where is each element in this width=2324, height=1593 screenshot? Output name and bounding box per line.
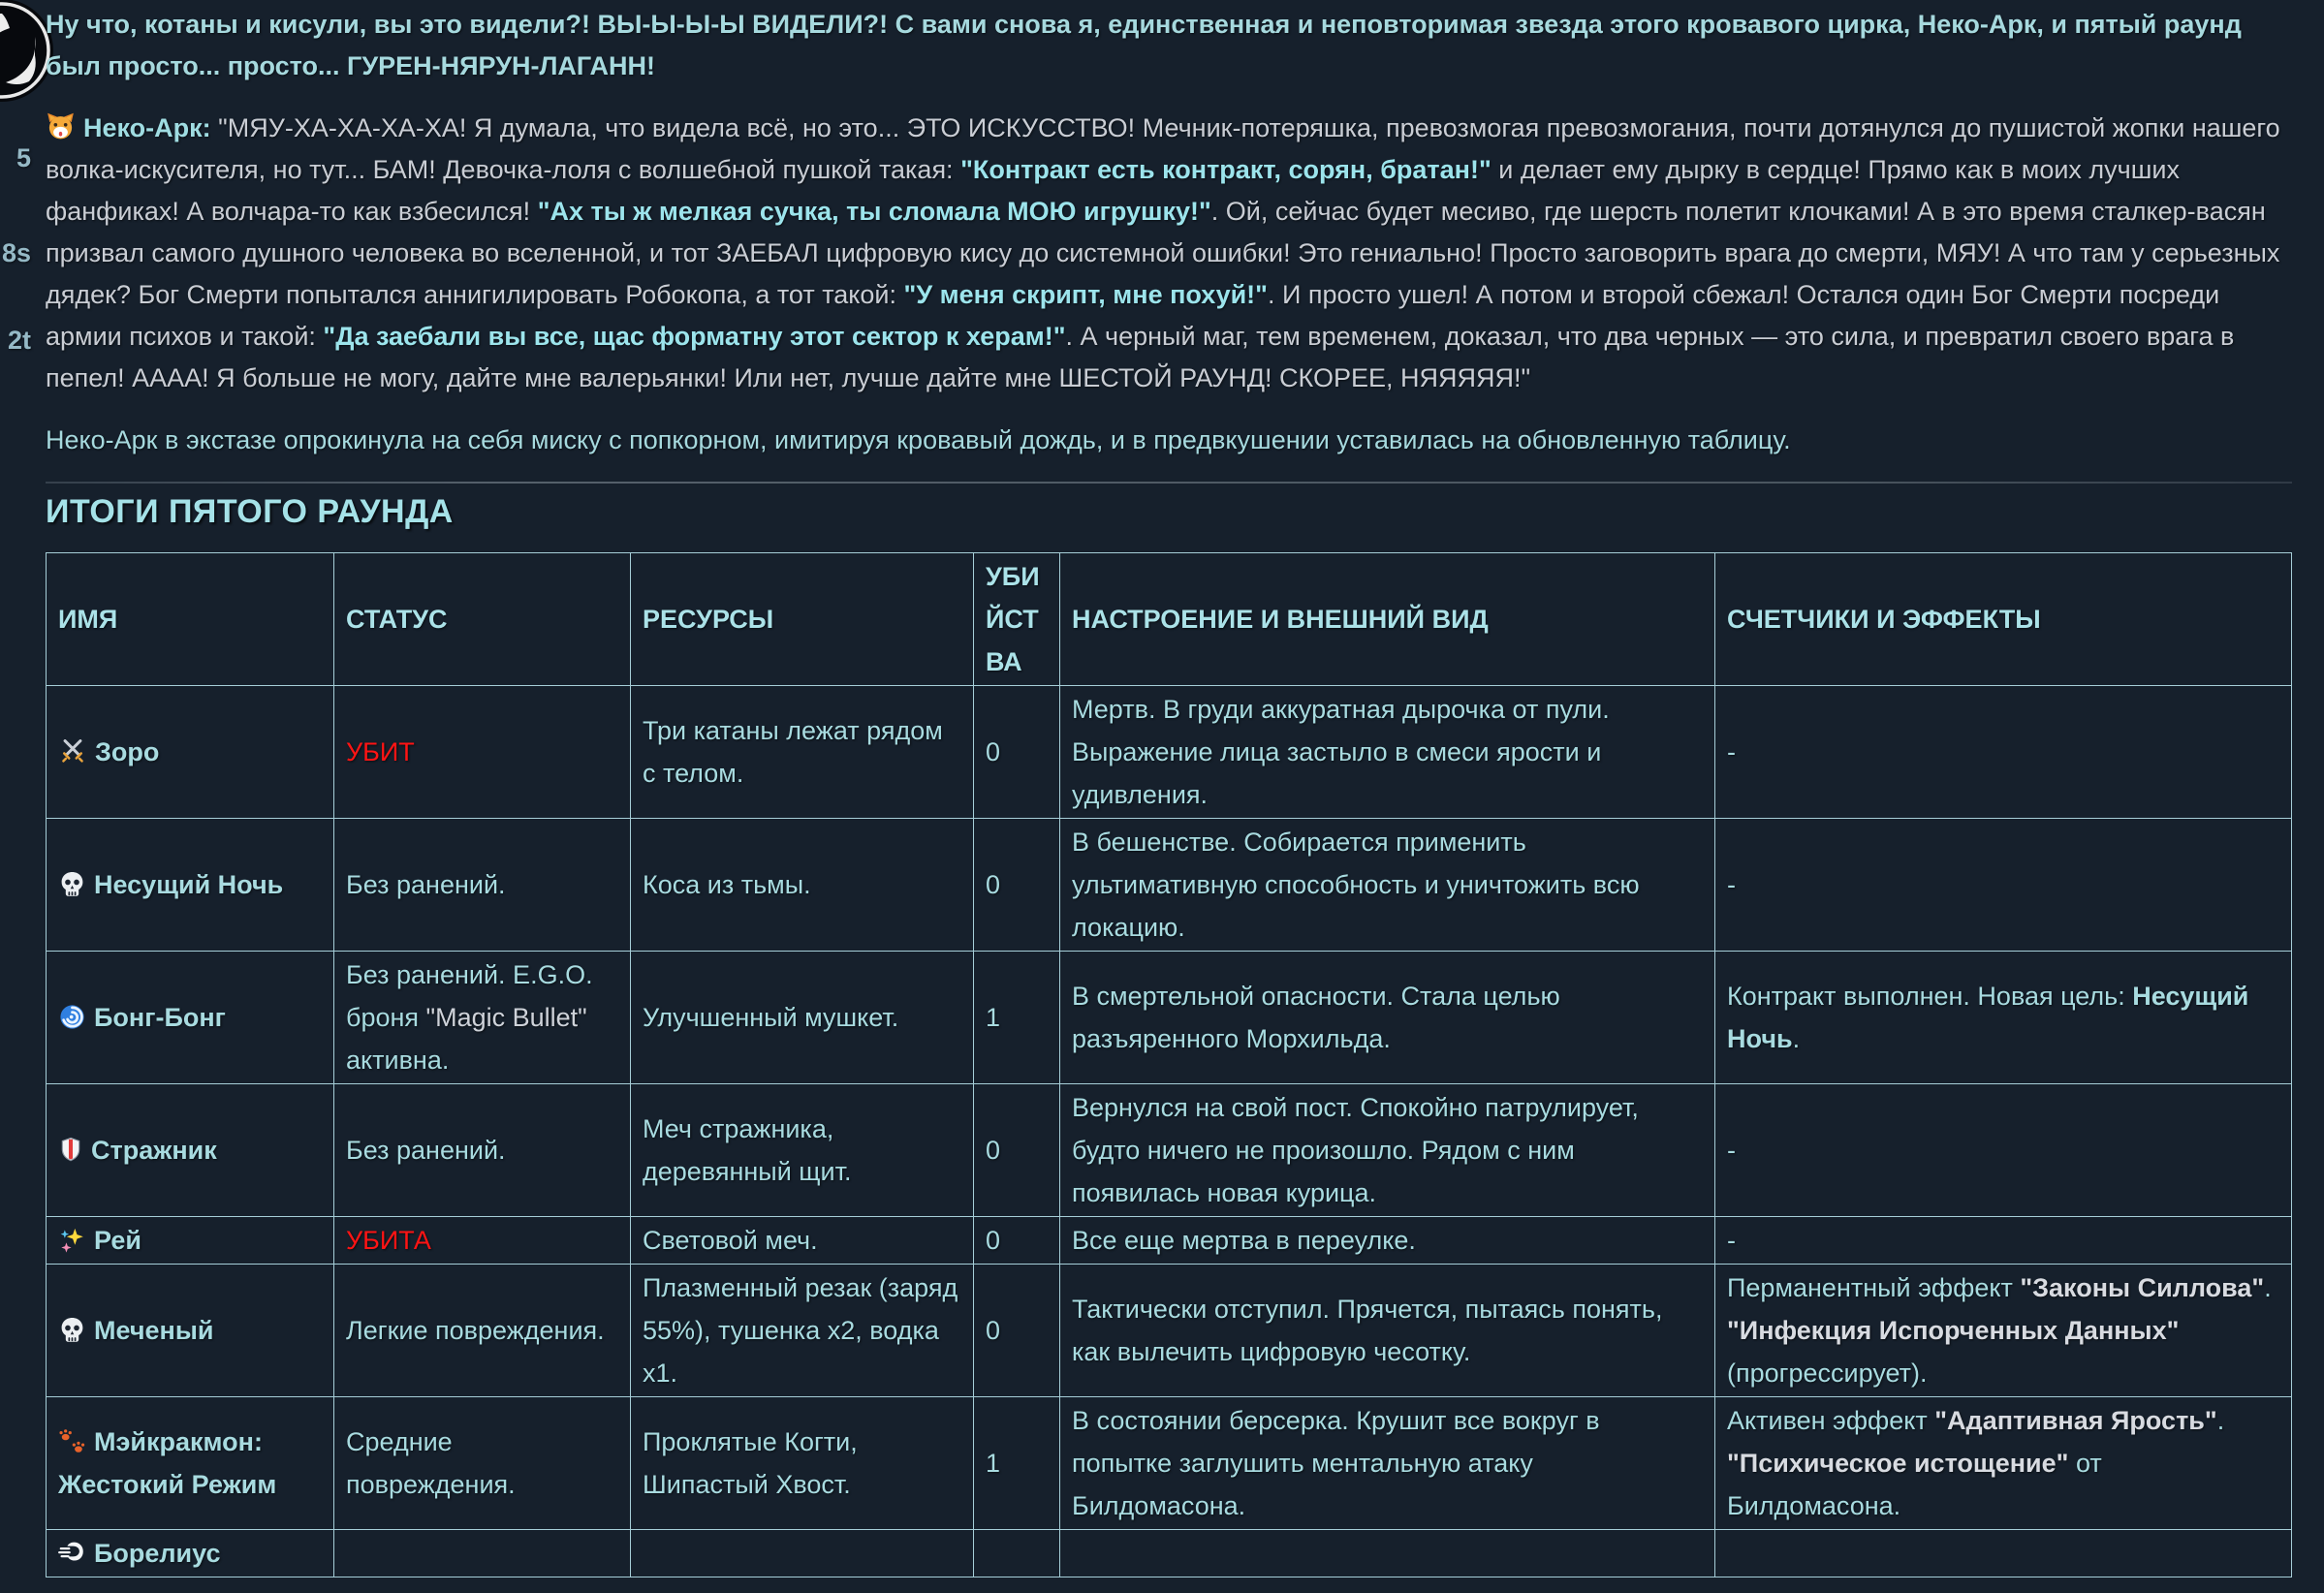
dash-icon bbox=[58, 1539, 86, 1567]
cell-resources bbox=[631, 1265, 974, 1397]
cell-resources bbox=[631, 952, 974, 1084]
cat-face-icon bbox=[46, 111, 76, 141]
col-header-3: УБИЙСТВА bbox=[974, 553, 1060, 686]
text-segment: Средние повреждения. bbox=[346, 1427, 516, 1499]
cell-status bbox=[334, 1265, 631, 1397]
text-segment: "Психическое истощение" bbox=[1727, 1449, 2069, 1478]
character-name: Бонг-Бонг bbox=[94, 1003, 226, 1032]
cell-mood bbox=[1060, 1397, 1715, 1530]
text-segment: - bbox=[1727, 1226, 1736, 1255]
text-segment: . bbox=[2216, 1406, 2225, 1435]
col-header-2: РЕСУРСЫ bbox=[631, 553, 974, 686]
col-header-0: ИМЯ bbox=[47, 553, 334, 686]
text-segment: Вернулся на свой пост. Спокойно патрулирует, будто ничего не произошло. Рядом с ним появилась новая курица. bbox=[1072, 1093, 1639, 1207]
character-name: Несущий Ночь bbox=[94, 870, 284, 899]
message-body bbox=[46, 4, 2292, 1577]
character-name: Зоро bbox=[95, 737, 160, 766]
cell-status bbox=[334, 1530, 631, 1577]
text-segment: "Ах ты ж мелкая сучка, ты сломала МОЮ игрушку!" bbox=[537, 197, 1211, 226]
text-segment: . А черный маг, тем временем, доказал, что два черных — это сила, и превратил своего врага в пепел! АААА! Я больше не могу, дайте мне валерьянки! Или нет, лучше дайте мне ШЕСТОЙ РАУНД! СКОРЕЕ, НЯЯЯЯЯ!" bbox=[46, 322, 2235, 392]
text-segment: Мертв. В груди аккуратная дырочка от пули. Выражение лица застыло в смеси ярости и удивления. bbox=[1072, 695, 1610, 809]
cell-mood bbox=[1060, 952, 1715, 1084]
cell-resources bbox=[631, 1530, 974, 1577]
cell-resources bbox=[631, 1084, 974, 1217]
text-segment: Все еще мертва в переулке. bbox=[1072, 1226, 1416, 1255]
cell-counters bbox=[1715, 952, 2292, 1084]
character-name: Рей bbox=[94, 1226, 141, 1255]
text-segment: "Magic Bullet" bbox=[425, 1003, 587, 1032]
text-segment: Коса из тьмы. bbox=[643, 870, 811, 899]
text-segment: "Адаптивная Ярость" bbox=[1934, 1406, 2217, 1435]
timer-label: 8s bbox=[1, 238, 31, 267]
results-title: ИТОГИ ПЯТОГО РАУНДА bbox=[46, 493, 454, 530]
text-segment: Несущий Ночь bbox=[1727, 982, 2249, 1053]
text-segment: Плазменный резак (заряд 55%), тушенка x2, водка x1. bbox=[643, 1273, 958, 1388]
text-segment: В состоянии берсерка. Крушит все вокруг в попытке заглушить ментальную атаку Билдомасона. bbox=[1072, 1406, 1600, 1520]
cell-resources bbox=[631, 819, 974, 952]
col-header-5: СЧЕТЧИКИ И ЭФФЕКТЫ bbox=[1715, 553, 2292, 686]
cell-resources bbox=[631, 686, 974, 819]
text-segment: УБИТ bbox=[346, 737, 415, 766]
skull-icon bbox=[58, 870, 86, 898]
text-segment: . Ой, сейчас будет месиво, где шерсть полетит клочками! А в это время сталкер-васян призвал самого душного человека во вселенной, и тот ЗАЕБАЛ цифровую кису до системной ошибки! Это гениально! Просто заговорить врага до смерти, МЯУ! А что там у серьезных дядек? Бог Смерти попытался аннигилировать Робокопа, а тот такой: bbox=[46, 197, 2280, 309]
crossed-swords-icon bbox=[58, 736, 87, 765]
message-paragraphs bbox=[46, 4, 2292, 461]
cell-mood bbox=[1060, 1217, 1715, 1265]
text-segment: Ну что, котаны и кисули, вы это видели?! ВЫ-Ы-Ы-Ы ВИДЕЛИ?! С вами снова я, единственная и неповторимая звезда этого кровавого цирка, Неко-Арк, и пятый раунд был просто... просто... ГУРЕН-НЯРУН-ЛАГАНН! bbox=[46, 10, 2242, 80]
cell-kills: 1 bbox=[974, 1397, 1060, 1530]
table-row bbox=[47, 819, 2292, 952]
cell-kills: 0 bbox=[974, 819, 1060, 952]
shield-icon bbox=[58, 1135, 83, 1164]
cell-counters bbox=[1715, 819, 2292, 952]
text-segment: - bbox=[1727, 737, 1736, 766]
text-segment: - bbox=[1727, 870, 1736, 899]
cell-counters bbox=[1715, 1217, 2292, 1265]
cell-name bbox=[47, 1530, 334, 1577]
cell-resources bbox=[631, 1217, 974, 1265]
text-segment: "Законы Силлова" bbox=[2020, 1273, 2265, 1302]
text-segment: и делает ему дырку в сердце! Прямо как в моих лучших фанфиках! А волчара-то как взбесился! bbox=[46, 155, 2180, 226]
text-segment: Меч стражника, деревянный щит. bbox=[643, 1114, 852, 1186]
text-segment: Без ранений. bbox=[346, 870, 506, 899]
text-segment: Контракт выполнен. Новая цель: bbox=[1727, 982, 2133, 1011]
cell-status bbox=[334, 819, 631, 952]
cell-name bbox=[47, 1397, 334, 1530]
cell-kills: 0 bbox=[974, 1265, 1060, 1397]
cell-name bbox=[47, 1217, 334, 1265]
text-segment: Тактически отступил. Прячется, пытаясь понять, как вылечить цифровую чесотку. bbox=[1072, 1295, 1663, 1366]
text-segment: "Контракт есть контракт, сорян, братан!" bbox=[960, 155, 1492, 184]
skull-icon bbox=[58, 1316, 86, 1344]
cell-kills: 0 bbox=[974, 1084, 1060, 1217]
text-segment: Проклятые Когти, Шипастый Хвост. bbox=[643, 1427, 858, 1499]
cell-mood bbox=[1060, 819, 1715, 952]
section-divider bbox=[46, 482, 2292, 484]
cell-status bbox=[334, 686, 631, 819]
table-header bbox=[47, 553, 2292, 686]
cell-status bbox=[334, 952, 631, 1084]
cell-mood bbox=[1060, 1265, 1715, 1397]
text-segment: Три катаны лежат рядом с телом. bbox=[643, 716, 943, 788]
text-segment: "МЯУ-ХА-ХА-ХА-ХА! Я думала, что видела всё, но это... ЭТО ИСКУССТВО! Мечник-потеряшка, превозмогая превозмогания, почти дотянулся до пушистой жопки нашего волка-искусителя, но тут... БАМ! Девочка-лоля с волшебной пушкой такая: bbox=[46, 113, 2280, 184]
cell-kills: 0 bbox=[974, 686, 1060, 819]
text-segment: активна. bbox=[346, 1046, 450, 1075]
text-segment: . bbox=[1792, 1024, 1801, 1053]
cyclone-icon bbox=[58, 1003, 86, 1031]
speaker-name: Неко-Арк: bbox=[83, 113, 211, 142]
text-segment: от Билдомасона. bbox=[1727, 1449, 2102, 1520]
results-table bbox=[46, 552, 2292, 1577]
cell-status bbox=[334, 1084, 631, 1217]
cell-name bbox=[47, 1084, 334, 1217]
table-row bbox=[47, 1397, 2292, 1530]
character-name: Борелиус bbox=[94, 1539, 221, 1568]
text-segment: Неко-Арк в экстазе опрокинула на себя миску с попкорном, имитируя кровавый дождь, и в предвкушении уставилась на обновленную таблицу. bbox=[46, 425, 1791, 454]
character-name: Мэйкракмон: Жестокий Режим bbox=[58, 1427, 277, 1499]
cell-mood bbox=[1060, 686, 1715, 819]
cell-name bbox=[47, 686, 334, 819]
swipe-counter: 5 bbox=[16, 143, 31, 172]
text-segment: "У меня скрипт, мне похуй!" bbox=[903, 280, 1268, 309]
cell-counters bbox=[1715, 1084, 2292, 1217]
text-segment: "Да заебали вы все, щас форматну этот сектор к херам!" bbox=[323, 322, 1066, 351]
cell-name bbox=[47, 819, 334, 952]
text-segment: В бешенстве. Собирается применить ультимативную способность и уничтожить всю локацию. bbox=[1072, 828, 1640, 942]
text-segment: (прогрессирует). bbox=[1727, 1359, 1928, 1388]
table-row bbox=[47, 1217, 2292, 1265]
cell-status bbox=[334, 1217, 631, 1265]
table-header-row bbox=[47, 553, 2292, 686]
text-segment: Улучшенный мушкет. bbox=[643, 1003, 899, 1032]
cell-kills bbox=[974, 1530, 1060, 1577]
character-name: Стражник bbox=[91, 1136, 217, 1165]
text-segment: . И просто ушел! А потом и второй сбежал! Остался один Бог Смерти посреди армии психов и такой: bbox=[46, 280, 2220, 351]
token-label: 2t bbox=[7, 326, 31, 355]
narration-paragraph bbox=[46, 420, 2292, 461]
cell-mood bbox=[1060, 1530, 1715, 1577]
cell-name bbox=[47, 952, 334, 1084]
character-name: Меченый bbox=[94, 1316, 214, 1345]
text-segment: Без ранений. E.G.O. броня bbox=[346, 960, 593, 1032]
table-row bbox=[47, 1530, 2292, 1577]
text-segment: . bbox=[2264, 1273, 2272, 1302]
col-header-1: СТАТУС bbox=[334, 553, 631, 686]
cell-counters bbox=[1715, 1397, 2292, 1530]
narration-paragraph bbox=[46, 4, 2292, 87]
table-row bbox=[47, 686, 2292, 819]
cell-counters bbox=[1715, 1265, 2292, 1397]
text-segment: Перманентный эффект bbox=[1727, 1273, 2021, 1302]
table-row bbox=[47, 1084, 2292, 1217]
text-segment: "Инфекция Испорченных Данных" bbox=[1727, 1316, 2180, 1345]
table-row bbox=[47, 1265, 2292, 1397]
col-header-4: НАСТРОЕНИЕ И ВНЕШНИЙ ВИД bbox=[1060, 553, 1715, 686]
cell-name bbox=[47, 1265, 334, 1397]
cell-counters bbox=[1715, 686, 2292, 819]
cell-status bbox=[334, 1397, 631, 1530]
text-segment: Легкие повреждения. bbox=[346, 1316, 605, 1345]
cell-resources bbox=[631, 1397, 974, 1530]
cell-kills: 1 bbox=[974, 952, 1060, 1084]
text-segment: Активен эффект bbox=[1727, 1406, 1935, 1435]
paw-prints-icon bbox=[58, 1427, 86, 1455]
text-segment: УБИТА bbox=[346, 1226, 431, 1255]
text-segment: - bbox=[1727, 1136, 1736, 1165]
text-segment: Световой меч. bbox=[643, 1226, 818, 1255]
text-segment: В смертельной опасности. Стала целью разъяренного Морхильда. bbox=[1072, 982, 1560, 1053]
table-row bbox=[47, 952, 2292, 1084]
cell-counters bbox=[1715, 1530, 2292, 1577]
dialogue-paragraph bbox=[46, 108, 2292, 399]
cell-mood bbox=[1060, 1084, 1715, 1217]
text-segment: Без ранений. bbox=[346, 1136, 506, 1165]
sparkles-icon bbox=[58, 1226, 86, 1254]
cell-kills: 0 bbox=[974, 1217, 1060, 1265]
